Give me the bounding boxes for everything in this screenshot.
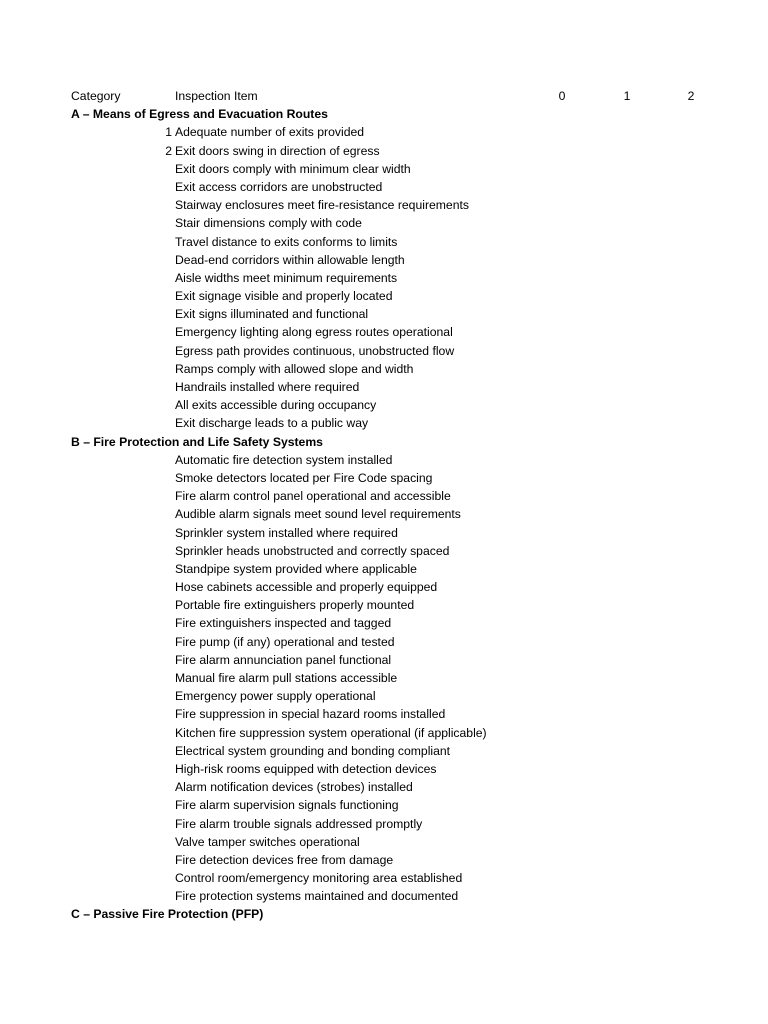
- inspection-item-text: Egress path provides continuous, unobstructed flow: [175, 343, 455, 358]
- inspection-item-row: [0, 796, 768, 814]
- inspection-item-row: [0, 778, 768, 796]
- inspection-item-text: Standpipe system provided where applicable: [175, 561, 417, 576]
- section-title-row: [0, 433, 768, 451]
- inspection-item-row: [0, 633, 768, 651]
- inspection-item-row: [0, 360, 768, 378]
- inspection-item-text: Fire alarm supervision signals functioning: [175, 798, 399, 813]
- inspection-item-text: All exits accessible during occupancy: [175, 398, 377, 413]
- inspection-item-row: [0, 269, 768, 287]
- inspection-item-row: [0, 851, 768, 869]
- inspection-item-row: [0, 869, 768, 887]
- inspection-item-text: Exit doors swing in direction of egress: [175, 143, 380, 158]
- inspection-item-text: Travel distance to exits conforms to limits: [175, 234, 398, 249]
- inspection-item-row: [0, 742, 768, 760]
- inspection-item-text: Stair dimensions comply with code: [175, 216, 362, 231]
- inspection-item-row: [0, 760, 768, 778]
- inspection-item-text: Fire suppression in special hazard rooms installed: [175, 707, 446, 722]
- inspection-item-text: Kitchen fire suppression system operational (if applicable): [175, 725, 487, 740]
- inspection-item-row: [0, 505, 768, 523]
- item-number: 1: [165, 125, 172, 140]
- column-header-score-1: 1: [623, 89, 631, 103]
- inspection-item-row: [0, 451, 768, 469]
- inspection-item-row: [0, 524, 768, 542]
- inspection-item-text: Audible alarm signals meet sound level requirements: [175, 507, 461, 522]
- inspection-item-row: [0, 614, 768, 632]
- inspection-item-row: [0, 469, 768, 487]
- inspection-item-row: [0, 251, 768, 269]
- inspection-sheet: [0, 87, 768, 924]
- inspection-item-row: [0, 487, 768, 505]
- inspection-item-row: [0, 724, 768, 742]
- inspection-item-text: Adequate number of exits provided: [175, 125, 365, 140]
- inspection-item-row: [0, 323, 768, 341]
- inspection-item-row: [0, 342, 768, 360]
- inspection-item-text: Stairway enclosures meet fire-resistance requirements: [175, 198, 469, 213]
- inspection-item-text: Ramps comply with allowed slope and width: [175, 361, 414, 376]
- inspection-item-text: Portable fire extinguishers properly mounted: [175, 598, 415, 613]
- inspection-item-row: [0, 396, 768, 414]
- inspection-item-text: Emergency lighting along egress routes operational: [175, 325, 453, 340]
- inspection-item-text: Manual fire alarm pull stations accessible: [175, 671, 398, 685]
- inspection-item-text: Dead-end corridors within allowable length: [175, 252, 405, 267]
- inspection-item-text: Handrails installed where required: [175, 380, 360, 394]
- inspection-item-row: [0, 123, 768, 141]
- column-header-inspection-item: Inspection Item: [175, 89, 258, 103]
- section-title: C – Passive Fire Protection (PFP): [71, 907, 264, 922]
- inspection-item-row: [0, 378, 768, 396]
- inspection-item-row: [0, 560, 768, 578]
- column-header-category: Category: [71, 89, 121, 103]
- item-number: 2: [165, 143, 172, 158]
- inspection-item-row: [0, 578, 768, 596]
- inspection-item-text: Smoke detectors located per Fire Code spacing: [175, 470, 433, 485]
- inspection-item-row: [0, 142, 768, 160]
- inspection-item-text: Hose cabinets accessible and properly equipped: [175, 580, 438, 595]
- section-title-row: [0, 905, 768, 923]
- inspection-item-row: [0, 542, 768, 560]
- inspection-item-row: [0, 687, 768, 705]
- inspection-item-text: Alarm notification devices (strobes) installed: [175, 780, 413, 795]
- header-row: [0, 87, 768, 105]
- inspection-item-row: [0, 414, 768, 432]
- sections-container: [0, 105, 768, 923]
- inspection-item-text: Sprinkler system installed where required: [175, 525, 398, 540]
- inspection-item-text: Aisle widths meet minimum requirements: [175, 270, 398, 285]
- column-header-score-0: 0: [558, 89, 566, 103]
- inspection-item-text: Control room/emergency monitoring area established: [175, 871, 463, 886]
- inspection-item-text: Fire protection systems maintained and documented: [175, 889, 459, 904]
- inspection-item-row: [0, 833, 768, 851]
- inspection-item-text: Automatic fire detection system installed: [175, 452, 393, 467]
- inspection-item-text: Emergency power supply operational: [175, 689, 376, 704]
- inspection-item-row: [0, 596, 768, 614]
- inspection-item-row: [0, 178, 768, 196]
- inspection-item-text: Exit signs illuminated and functional: [175, 307, 369, 322]
- inspection-item-row: [0, 651, 768, 669]
- inspection-item-text: Sprinkler heads unobstructed and correctly spaced: [175, 543, 450, 558]
- section-title-row: [0, 105, 768, 123]
- inspection-item-row: [0, 233, 768, 251]
- inspection-item-row: [0, 669, 768, 687]
- inspection-item-text: Exit discharge leads to a public way: [175, 416, 369, 431]
- inspection-item-text: Fire detection devices free from damage: [175, 852, 394, 867]
- inspection-item-text: Fire extinguishers inspected and tagged: [175, 616, 392, 631]
- column-header-score-2: 2: [687, 89, 695, 103]
- inspection-item-text: High-risk rooms equipped with detection devices: [175, 761, 437, 776]
- section-title: B – Fire Protection and Life Safety Systems: [71, 434, 323, 449]
- inspection-item-text: Fire alarm annunciation panel functional: [175, 652, 392, 667]
- inspection-item-row: [0, 196, 768, 214]
- inspection-item-row: [0, 705, 768, 723]
- inspection-item-text: Exit access corridors are unobstructed: [175, 179, 383, 194]
- inspection-item-row: [0, 305, 768, 323]
- inspection-item-row: [0, 887, 768, 905]
- section-title: A – Means of Egress and Evacuation Routes: [71, 107, 328, 122]
- inspection-item-row: [0, 815, 768, 833]
- inspection-item-text: Fire pump (if any) operational and tested: [175, 634, 395, 649]
- inspection-item-text: Electrical system grounding and bonding compliant: [175, 743, 451, 758]
- inspection-item-row: [0, 287, 768, 305]
- inspection-item-text: Fire alarm trouble signals addressed promptly: [175, 816, 423, 831]
- inspection-item-text: Exit signage visible and properly located: [175, 289, 393, 304]
- inspection-item-row: [0, 160, 768, 178]
- inspection-item-text: Fire alarm control panel operational and accessible: [175, 489, 451, 504]
- inspection-item-row: [0, 214, 768, 232]
- inspection-item-text: Exit doors comply with minimum clear width: [175, 161, 411, 176]
- inspection-item-text: Valve tamper switches operational: [175, 834, 360, 849]
